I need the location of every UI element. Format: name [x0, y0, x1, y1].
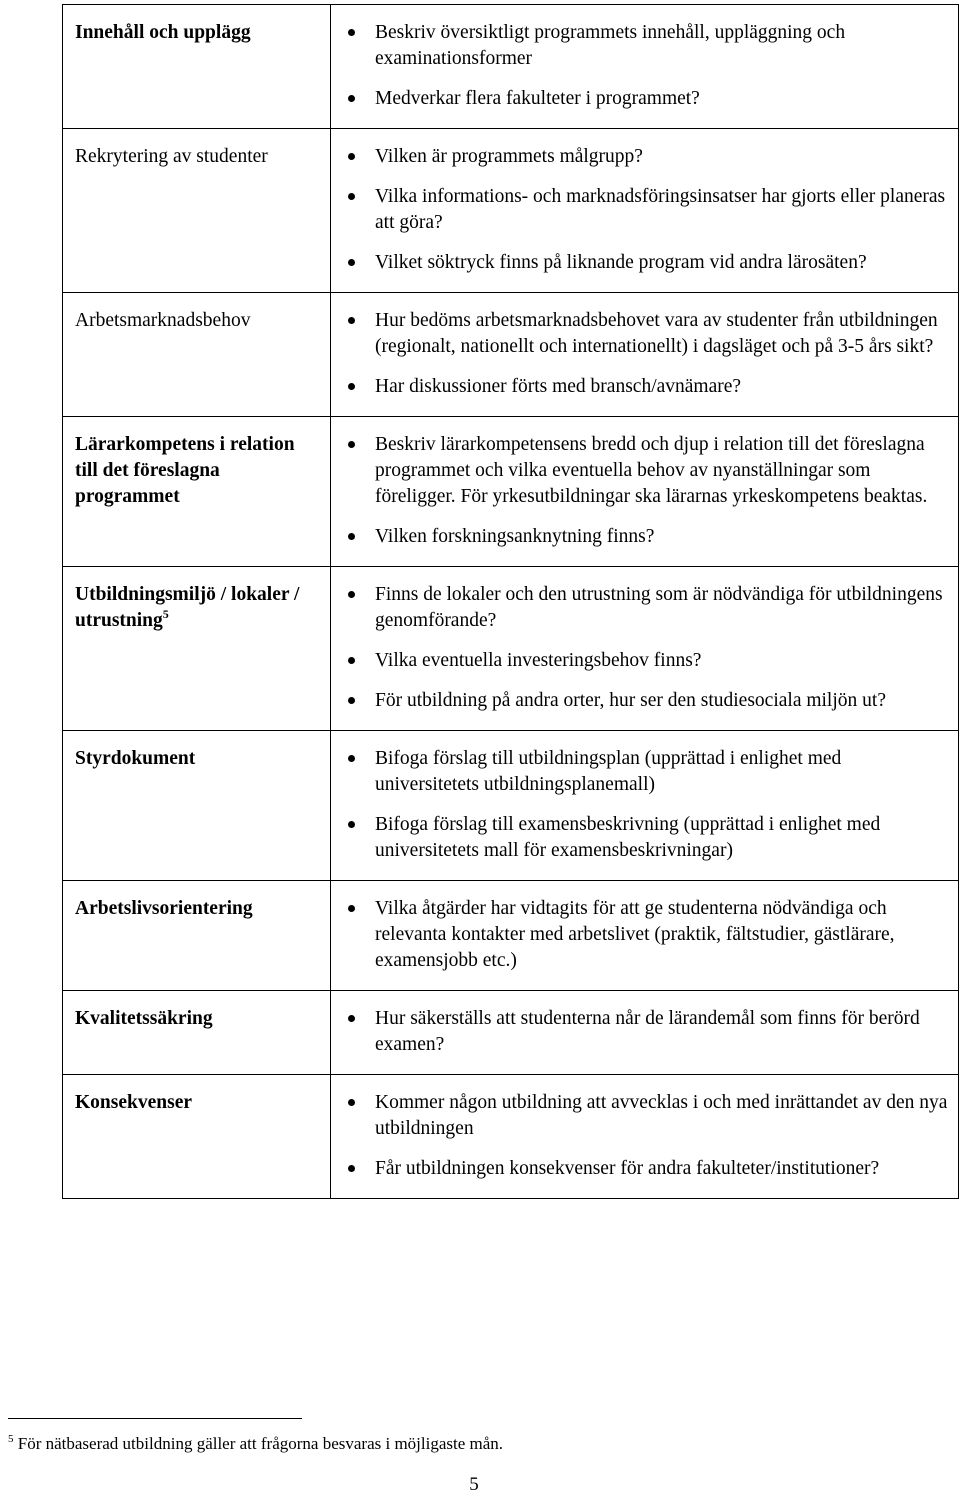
footnote-divider [8, 1418, 302, 1419]
row-label: Arbetslivsorientering [63, 881, 331, 991]
footnote-marker: 5 [8, 1433, 14, 1445]
bullet-item: Medverkar flera fakulteter i programmet? [345, 86, 950, 112]
row-label-text: Utbildningsmiljö / lokaler / utrustning [75, 584, 300, 631]
row-content [331, 293, 959, 417]
bullet-list [345, 1006, 950, 1058]
bullet-item: Hur säkerställs att studenterna når de lärandemål som finns för berörd examen? [345, 1006, 950, 1058]
bullet-item: Vilket söktryck finns på liknande program vid andra lärosäten? [345, 250, 950, 276]
bullet-list [345, 746, 950, 864]
bullet-item: Hur bedöms arbetsmarknadsbehovet vara av studenter från utbildningen (regionalt, nationellt och internationellt) i dagsläget och på 3-5 års sikt? [345, 308, 950, 360]
row-content [331, 991, 959, 1075]
page-number: 5 [469, 1474, 479, 1495]
table-row [63, 5, 959, 129]
bullet-item: Vilken forskningsanknytning finns? [345, 524, 950, 550]
bullet-list [345, 1090, 950, 1182]
row-label: Arbetsmarknadsbehov [63, 293, 331, 417]
row-content [331, 731, 959, 881]
row-label: Konsekvenser [63, 1075, 331, 1199]
bullet-item: För utbildning på andra orter, hur ser den studiesociala miljön ut? [345, 688, 950, 714]
row-content [331, 5, 959, 129]
bullet-item: Får utbildningen konsekvenser för andra fakulteter/institutioner? [345, 1156, 950, 1182]
row-content [331, 1075, 959, 1199]
row-content [331, 881, 959, 991]
bullet-list [345, 20, 950, 112]
bullet-item: Vilken är programmets målgrupp? [345, 144, 950, 170]
bullet-item: Vilka informations- och marknadsföringsinsatser har gjorts eller planeras att göra? [345, 184, 950, 236]
row-content [331, 417, 959, 567]
bullet-list [345, 582, 950, 714]
row-content [331, 567, 959, 731]
bullet-item: Beskriv lärarkompetensens bredd och djup i relation till det föreslagna programmet och vilka eventuella behov av nyanställningar som föreligger. För yrkesutbildningar ska lärarnas yrkeskompetens beaktas. [345, 432, 950, 510]
bullet-item: Kommer någon utbildning att avvecklas i och med inrättandet av den nya utbildningen [345, 1090, 950, 1142]
bullet-item: Bifoga förslag till examensbeskrivning (upprättad i enlighet med universitetets mall för examensbeskrivningar) [345, 812, 950, 864]
bullet-item: Beskriv översiktligt programmets innehåll, uppläggning och examinationsformer [345, 20, 950, 72]
bullet-item: Vilka åtgärder har vidtagits för att ge studenterna nödvändiga och relevanta kontakter med arbetslivet (praktik, fältstudier, gästlärare, examensjobb etc.) [345, 896, 950, 974]
row-label: Innehåll och upplägg [63, 5, 331, 129]
row-label [63, 567, 331, 731]
row-content [331, 129, 959, 293]
bullet-item: Finns de lokaler och den utrustning som är nödvändiga för utbildningens genomförande? [345, 582, 950, 634]
bullet-list [345, 308, 950, 400]
footnote-reference[interactable]: 5 [162, 607, 169, 621]
bullet-list [345, 432, 950, 550]
table-row [63, 1075, 959, 1199]
bullet-item: Har diskussioner förts med bransch/avnämare? [345, 374, 950, 400]
bullet-list [345, 144, 950, 276]
footnote-text: För nätbaserad utbildning gäller att frågorna besvaras i möjligaste mån. [17, 1434, 504, 1453]
bullet-item: Bifoga förslag till utbildningsplan (upprättad i enlighet med universitetets utbildningsplanemall) [345, 746, 950, 798]
table-row [63, 293, 959, 417]
table-row [63, 991, 959, 1075]
row-label: Styrdokument [63, 731, 331, 881]
table-row [63, 731, 959, 881]
footnote [8, 1433, 503, 1455]
row-label: Kvalitetssäkring [63, 991, 331, 1075]
criteria-table [62, 4, 959, 1199]
table-row [63, 417, 959, 567]
table-row [63, 567, 959, 731]
row-label: Rekrytering av studenter [63, 129, 331, 293]
bullet-item: Vilka eventuella investeringsbehov finns? [345, 648, 950, 674]
bullet-list [345, 896, 950, 974]
table-row [63, 129, 959, 293]
table-row [63, 881, 959, 991]
row-label: Lärarkompetens i relation till det föreslagna programmet [63, 417, 331, 567]
